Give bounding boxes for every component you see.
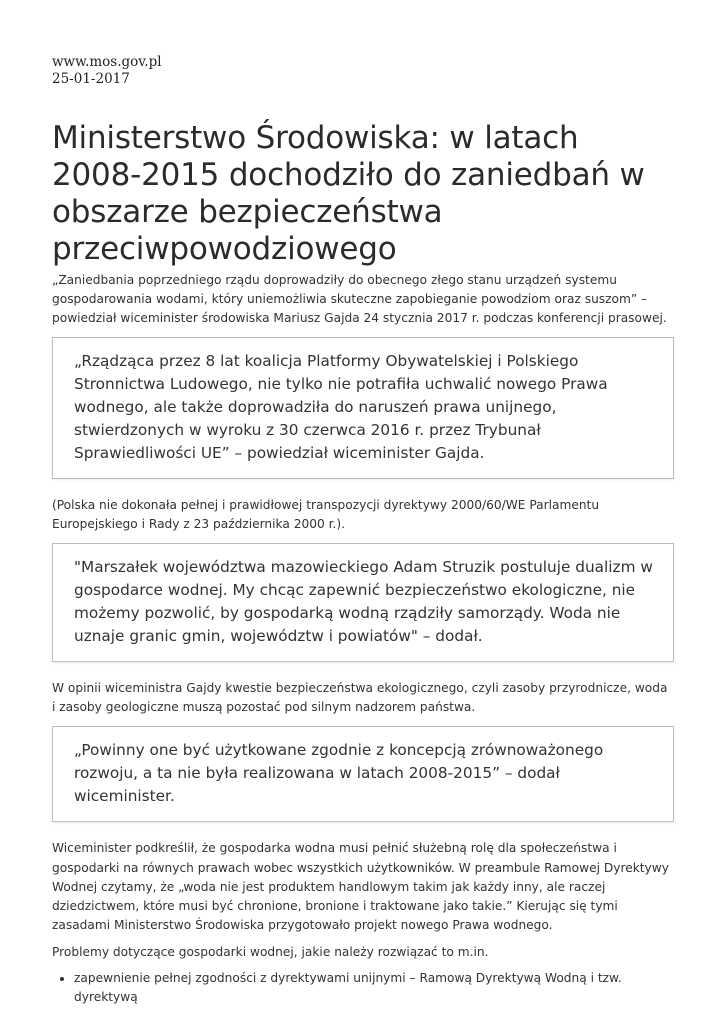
problems-list xyxy=(52,969,674,1007)
article-title: Ministerstwo Środowiska: w latach 2008-2015 dochodziło do zaniedbań w obszarze bezpieczeństwa przeciwpowodziowego xyxy=(52,120,645,267)
blockquote-1: „Rządząca przez 8 lat koalicja Platformy Obywatelskiej i Polskiego Stronnictwa Ludowego, nie tylko nie potrafiła uchwalić nowego Prawa wodnego, ale także doprowadziła do naruszeń prawa unijnego, stwierdzonych w wyroku z 30 czerwca 2016 r. przez Trybunał Sprawiedliwości UE” – powiedział wiceminister Gajda. xyxy=(52,337,674,479)
blockquote-2: "Marszałek województwa mazowieckiego Adam Struzik postuluje dualizm w gospodarce wodnej. My chcąc zapewnić bezpieczeństwo ekologiczne, nie możemy pozwolić, by gospodarką wodną rządziły samorządy. Woda nie uznaje granic gmin, województw i powiatów" – dodał. xyxy=(52,543,674,662)
source-url: www.mos.gov.pl xyxy=(52,54,162,70)
publish-date: 25-01-2017 xyxy=(52,71,130,87)
paragraph-problems: Problemy dotyczące gospodarki wodnej, jakie należy rozwiązać to m.in. xyxy=(52,945,489,960)
paragraph-preamble: Wiceminister podkreślił, że gospodarka wodna musi pełnić służebną rolę dla społeczeństwa i gospodarki na równych prawach wobec wszystkich użytkowników. W preambule Ramowej Dyrektywy Wodnej czytamy, że „woda nie jest produktem handlowym takim jak każdy inny, ale raczej dziedzictwem, które musi być chronione, bronione i traktowane jako takie.” Kierując się tymi zasadami Ministerstwo Środowiska przygotowało projekt nowego Prawa wodnego. xyxy=(52,841,669,933)
document-page xyxy=(52,54,674,1007)
paragraph-transposition: (Polska nie dokonała pełnej i prawidłowej transpozycji dyrektywy 2000/60/WE Parlamentu Europejskiego i Rady z 23 października 2000 r.). xyxy=(52,497,600,531)
paragraph-opinion: W opinii wiceministra Gajdy kwestie bezpieczeństwa ekologicznego, czyli zasoby przyrodnicze, woda i zasoby geologiczne muszą pozostać pod silnym nadzorem państwa. xyxy=(52,681,668,715)
lead-paragraph: „Zaniedbania poprzedniego rządu doprowadziły do obecnego złego stanu urządzeń systemu gospodarowania wodami, który uniemożliwia skuteczne zapobieganie powodziom oraz suszom” – powiedział wiceminister środowiska Mariusz Gajda 24 stycznia 2017 r. podczas konferencji prasowej. xyxy=(52,273,667,326)
blockquote-3: „Powinny one być użytkowane zgodnie z koncepcją zrównoważonego rozwoju, a ta nie była realizowana w latach 2008-2015” – dodał wiceminister. xyxy=(52,726,674,822)
list-item: • zapewnienie pełnej zgodności z dyrektywami unijnymi – Ramową Dyrektywą Wodną i tzw. dyrektywą xyxy=(74,969,674,1007)
